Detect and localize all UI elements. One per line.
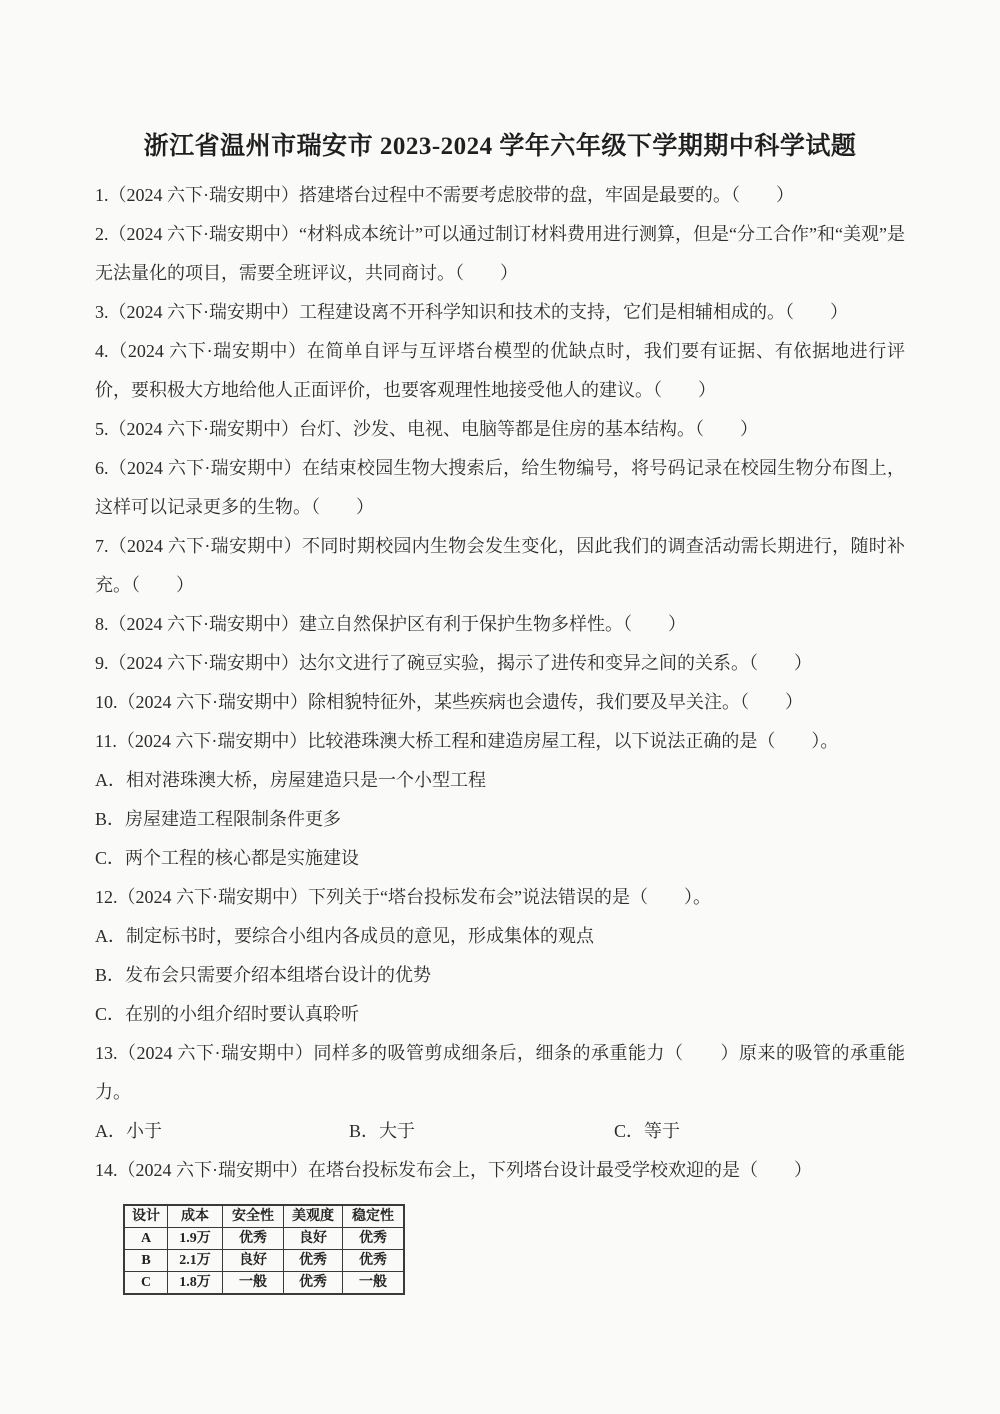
question-12-option-a: A．制定标书时，要综合小组内各成员的意见，形成集体的观点 — [95, 926, 594, 946]
table-cell: 优秀 — [284, 1250, 343, 1272]
question-text: 建立自然保护区有利于保护生物多样性。（ ） — [299, 614, 686, 634]
question-source-tag: （2024 六下·瑞安期中） — [116, 731, 308, 751]
question-number: 13. — [95, 1043, 118, 1063]
question-12 — [95, 878, 905, 917]
question-source-tag: （2024 六下·瑞安期中） — [108, 614, 299, 634]
question-text: 除相貌特征外，某些疾病也会遗传，我们要及早关注。（ ） — [308, 692, 803, 712]
question-list — [95, 176, 905, 1295]
question-4 — [95, 332, 905, 410]
question-text: 台灯、沙发、电视、电脑等都是住房的基本结构。（ ） — [299, 419, 758, 439]
question-text: 在结束校园生物大搜索后，给生物编号，将号码记录在校园生物分布图上，这样可以记录更多的生物。（ ） — [95, 458, 906, 517]
table-header-stability: 稳定性 — [343, 1205, 405, 1228]
question-text: 搭建塔台过程中不需要考虑胶带的盘，牢固是最要的。（ ） — [299, 185, 794, 205]
question-text: 达尔文进行了碗豆实验，揭示了进传和变异之间的关系。（ ） — [299, 653, 812, 673]
table-cell: C — [124, 1272, 168, 1295]
question-source-tag: （2024 六下·瑞安期中） — [117, 887, 308, 907]
question-2 — [95, 215, 905, 293]
question-text: 比较港珠澳大桥工程和建造房屋工程，以下说法正确的是（ ）。 — [307, 731, 839, 751]
question-3 — [95, 293, 905, 332]
question-12-option-b: B．发布会只需要介绍本组塔台设计的优势 — [95, 965, 432, 985]
question-number: 6. — [95, 458, 109, 478]
table-header-cost: 成本 — [168, 1205, 223, 1228]
question-number: 12. — [95, 887, 118, 907]
question-11-option-b: B．房屋建造工程限制条件更多 — [95, 809, 342, 829]
question-text: 不同时期校园内生物会发生变化，因此我们的调查活动需长期进行，随时补充。（ ） — [95, 536, 906, 595]
design-table-header-row — [124, 1205, 404, 1228]
question-11-option-a: A．相对港珠澳大桥，房屋建造只是一个小型工程 — [95, 770, 486, 790]
question-text: 在简单自评与互评塔台模型的优缺点时，我们要有证据、有依据地进行评价，要积极大方地给他人正面评价，也要客观理性地接受他人的建议。（ ） — [95, 341, 905, 400]
table-header-beauty: 美观度 — [284, 1205, 343, 1228]
question-7 — [95, 527, 905, 605]
question-number: 4. — [95, 341, 109, 361]
question-source-tag: （2024 六下·瑞安期中） — [108, 185, 299, 205]
question-12-option-c: C．在别的小组介绍时要认真聆听 — [95, 1004, 360, 1024]
question-source-tag: （2024 六下·瑞安期中） — [108, 458, 303, 478]
table-row-c — [124, 1272, 404, 1295]
question-13-option-b: B．大于 — [349, 1121, 416, 1141]
exam-page — [0, 130, 1000, 1414]
question-9 — [95, 644, 905, 683]
question-1 — [95, 176, 905, 215]
question-source-tag: （2024 六下·瑞安期中） — [108, 419, 299, 439]
question-5 — [95, 410, 905, 449]
table-header-safety: 安全性 — [223, 1205, 284, 1228]
question-source-tag: （2024 六下·瑞安期中） — [117, 1043, 314, 1063]
question-number: 11. — [95, 731, 117, 751]
table-cell: B — [124, 1250, 168, 1272]
question-source-tag: （2024 六下·瑞安期中） — [108, 302, 299, 322]
question-source-tag: （2024 六下·瑞安期中） — [117, 1160, 308, 1180]
question-6 — [95, 449, 905, 527]
table-cell: 2.1万 — [168, 1250, 223, 1272]
question-number: 14. — [95, 1160, 118, 1180]
question-text: “材料成本统计”可以通过制订材料费用进行测算，但是“分工合作”和“美观”是无法量化的项目，需要全班评议，共同商讨。（ ） — [95, 224, 905, 283]
question-13-option-a: A．小于 — [95, 1121, 162, 1141]
question-source-tag: （2024 六下·瑞安期中） — [108, 536, 303, 556]
question-number: 3. — [95, 302, 109, 322]
question-number: 1. — [95, 185, 109, 205]
question-number: 10. — [95, 692, 118, 712]
table-cell: 一般 — [343, 1272, 405, 1295]
table-cell: 优秀 — [223, 1228, 284, 1250]
question-source-tag: （2024 六下·瑞安期中） — [108, 653, 299, 673]
question-number: 5. — [95, 419, 109, 439]
question-number: 9. — [95, 653, 109, 673]
question-text: 下列关于“塔台投标发布会”说法错误的是（ ）。 — [308, 887, 711, 907]
table-cell: 优秀 — [343, 1250, 405, 1272]
question-source-tag: （2024 六下·瑞安期中） — [117, 692, 308, 712]
table-row-b — [124, 1250, 404, 1272]
table-cell: A — [124, 1228, 168, 1250]
table-cell: 1.9万 — [168, 1228, 223, 1250]
table-cell: 优秀 — [343, 1228, 405, 1250]
table-cell: 优秀 — [284, 1272, 343, 1295]
question-source-tag: （2024 六下·瑞安期中） — [108, 341, 307, 361]
question-number: 8. — [95, 614, 109, 634]
question-8 — [95, 605, 905, 644]
question-10 — [95, 683, 905, 722]
question-source-tag: （2024 六下·瑞安期中） — [108, 224, 300, 244]
question-text: 工程建设离不开科学知识和技术的支持，它们是相辅相成的。（ ） — [299, 302, 848, 322]
question-11 — [95, 722, 905, 761]
table-cell: 1.8万 — [168, 1272, 223, 1295]
question-13-option-c: C．等于 — [614, 1121, 681, 1141]
question-13 — [95, 1034, 905, 1112]
table-cell: 一般 — [223, 1272, 284, 1295]
table-cell: 良好 — [284, 1228, 343, 1250]
question-13-options-row — [95, 1112, 905, 1151]
question-number: 7. — [95, 536, 109, 556]
table-row-a — [124, 1228, 404, 1250]
table-cell: 良好 — [223, 1250, 284, 1272]
table-header-design: 设计 — [124, 1205, 168, 1228]
question-text: 同样多的吸管剪成细条后，细条的承重能力（ ）原来的吸管的承重能力。 — [95, 1043, 905, 1102]
page-title: 浙江省温州市瑞安市 2023-2024 学年六年级下学期期中科学试题 — [143, 133, 857, 160]
design-table — [123, 1204, 405, 1295]
question-11-option-c: C．两个工程的核心都是实施建设 — [95, 848, 360, 868]
question-number: 2. — [95, 224, 109, 244]
question-14 — [95, 1151, 905, 1190]
question-text: 在塔台投标发布会上，下列塔台设计最受学校欢迎的是（ ） — [308, 1160, 812, 1180]
